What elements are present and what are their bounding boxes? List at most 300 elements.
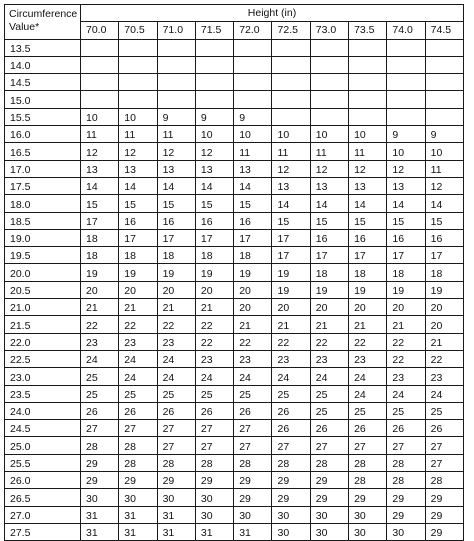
table-cell: 21 <box>157 299 195 316</box>
table-cell: 25 <box>119 385 157 402</box>
table-cell: 10 <box>349 126 387 143</box>
table-cell: 24 <box>425 385 463 402</box>
table-cell: 17 <box>310 247 348 264</box>
table-cell: 29 <box>119 472 157 489</box>
table-row <box>5 56 464 73</box>
table-cell: 29 <box>387 489 425 506</box>
table-cell: 13 <box>387 177 425 194</box>
table-cell: 12 <box>157 143 195 160</box>
table-cell: 15 <box>425 212 463 229</box>
table-cell: 26 <box>425 420 463 437</box>
table-cell: 29 <box>272 489 310 506</box>
table-row <box>5 299 464 316</box>
table-cell: 28 <box>119 437 157 454</box>
height-column-header: 73.5 <box>349 22 387 39</box>
table-cell: 25 <box>81 368 119 385</box>
table-row <box>5 420 464 437</box>
table-cell <box>310 56 348 73</box>
table-cell: 28 <box>387 472 425 489</box>
table-cell: 17 <box>234 229 272 246</box>
table-cell <box>234 91 272 108</box>
table-cell: 21 <box>310 316 348 333</box>
table-cell: 10 <box>272 126 310 143</box>
table-cell: 30 <box>157 489 195 506</box>
table-cell: 23 <box>157 333 195 350</box>
table-row <box>5 368 464 385</box>
table-cell: 20 <box>425 299 463 316</box>
table-cell: 17 <box>157 229 195 246</box>
table-cell <box>157 74 195 91</box>
table-cell: 17 <box>272 247 310 264</box>
circumference-value-cell: 14.0 <box>5 56 81 73</box>
circumference-value-cell: 24.5 <box>5 420 81 437</box>
table-cell: 27 <box>195 437 233 454</box>
table-cell: 28 <box>157 454 195 471</box>
table-cell <box>81 74 119 91</box>
circumference-value-header: Circumference Value* <box>5 5 81 40</box>
table-cell <box>349 91 387 108</box>
table-cell <box>119 39 157 56</box>
table-cell: 11 <box>81 126 119 143</box>
table-cell: 19 <box>310 281 348 298</box>
height-column-header: 72.5 <box>272 22 310 39</box>
circumference-value-cell: 25.5 <box>5 454 81 471</box>
table-cell: 25 <box>425 402 463 419</box>
table-cell: 11 <box>425 160 463 177</box>
table-cell: 25 <box>349 402 387 419</box>
table-cell: 12 <box>425 177 463 194</box>
table-cell: 22 <box>234 333 272 350</box>
table-cell: 26 <box>272 420 310 437</box>
table-row <box>5 454 464 471</box>
table-cell: 21 <box>425 333 463 350</box>
table-cell: 11 <box>272 143 310 160</box>
table-cell: 18 <box>195 247 233 264</box>
table-cell: 20 <box>119 281 157 298</box>
table-cell: 13 <box>234 160 272 177</box>
circumference-value-cell: 26.0 <box>5 472 81 489</box>
table-cell: 30 <box>119 489 157 506</box>
table-cell: 29 <box>310 472 348 489</box>
table-cell: 19 <box>119 264 157 281</box>
table-cell: 16 <box>234 212 272 229</box>
table-cell: 13 <box>157 160 195 177</box>
height-column-header: 73.0 <box>310 22 348 39</box>
table-cell: 31 <box>157 523 195 540</box>
table-cell <box>157 91 195 108</box>
table-cell: 15 <box>272 212 310 229</box>
table-cell: 17 <box>349 247 387 264</box>
table-cell: 30 <box>272 523 310 540</box>
table-cell: 17 <box>272 229 310 246</box>
circumference-value-cell: 20.5 <box>5 281 81 298</box>
table-cell <box>119 91 157 108</box>
table-cell: 27 <box>234 420 272 437</box>
table-cell <box>272 108 310 125</box>
table-cell: 15 <box>119 195 157 212</box>
table-cell: 12 <box>119 143 157 160</box>
table-cell <box>119 56 157 73</box>
table-cell: 28 <box>425 472 463 489</box>
table-cell: 23 <box>272 350 310 367</box>
table-row <box>5 74 464 91</box>
table-cell: 15 <box>157 195 195 212</box>
table-cell: 13 <box>349 177 387 194</box>
height-column-header: 70.0 <box>81 22 119 39</box>
table-cell <box>157 39 195 56</box>
table-cell <box>195 91 233 108</box>
table-cell: 27 <box>425 437 463 454</box>
table-cell: 23 <box>349 350 387 367</box>
table-cell <box>81 91 119 108</box>
height-group-header: Height (in) <box>81 5 464 22</box>
table-cell: 24 <box>387 385 425 402</box>
table-row <box>5 91 464 108</box>
table-cell: 21 <box>234 316 272 333</box>
table-row <box>5 489 464 506</box>
table-cell: 9 <box>425 126 463 143</box>
table-cell: 29 <box>81 454 119 471</box>
table-cell: 18 <box>425 264 463 281</box>
table-cell: 18 <box>310 264 348 281</box>
table-cell: 16 <box>157 212 195 229</box>
table-cell <box>81 39 119 56</box>
table-cell: 27 <box>425 454 463 471</box>
table-cell: 26 <box>310 420 348 437</box>
table-cell: 19 <box>157 264 195 281</box>
circumference-value-cell: 21.0 <box>5 299 81 316</box>
table-cell: 10 <box>234 126 272 143</box>
table-cell: 10 <box>195 126 233 143</box>
table-cell: 11 <box>310 143 348 160</box>
table-cell <box>195 74 233 91</box>
table-cell <box>310 39 348 56</box>
table-cell: 30 <box>234 506 272 523</box>
table-cell: 24 <box>349 368 387 385</box>
table-cell <box>272 39 310 56</box>
table-row <box>5 385 464 402</box>
table-cell: 31 <box>81 506 119 523</box>
table-cell: 13 <box>272 177 310 194</box>
table-cell: 10 <box>119 108 157 125</box>
table-cell: 31 <box>234 523 272 540</box>
table-row <box>5 333 464 350</box>
table-cell: 26 <box>387 420 425 437</box>
table-cell: 21 <box>195 299 233 316</box>
table-cell: 16 <box>349 229 387 246</box>
table-row <box>5 264 464 281</box>
table-cell: 30 <box>195 506 233 523</box>
table-cell: 17 <box>119 229 157 246</box>
table-cell <box>387 74 425 91</box>
table-cell: 15 <box>234 195 272 212</box>
table-cell: 24 <box>349 385 387 402</box>
table-cell: 19 <box>234 264 272 281</box>
table-cell: 11 <box>157 126 195 143</box>
table-cell: 20 <box>272 299 310 316</box>
table-cell: 28 <box>349 472 387 489</box>
table-row <box>5 316 464 333</box>
table-cell: 29 <box>425 506 463 523</box>
table-cell: 11 <box>234 143 272 160</box>
circumference-value-cell: 24.0 <box>5 402 81 419</box>
table-cell: 16 <box>195 212 233 229</box>
table-cell: 25 <box>310 385 348 402</box>
table-cell: 14 <box>272 195 310 212</box>
table-cell: 27 <box>234 437 272 454</box>
table-row <box>5 247 464 264</box>
table-cell: 29 <box>310 489 348 506</box>
table-cell: 19 <box>387 281 425 298</box>
table-cell: 9 <box>387 126 425 143</box>
circumference-value-cell: 25.0 <box>5 437 81 454</box>
table-cell: 23 <box>119 333 157 350</box>
table-cell: 15 <box>81 195 119 212</box>
table-cell: 10 <box>310 126 348 143</box>
circumference-value-cell: 21.5 <box>5 316 81 333</box>
circumference-value-cell: 19.5 <box>5 247 81 264</box>
table-row <box>5 143 464 160</box>
table-cell: 20 <box>81 281 119 298</box>
table-cell: 15 <box>310 212 348 229</box>
table-cell: 14 <box>387 195 425 212</box>
table-cell <box>272 74 310 91</box>
table-cell: 18 <box>349 264 387 281</box>
table-cell: 21 <box>272 316 310 333</box>
table-cell: 21 <box>387 316 425 333</box>
table-row <box>5 472 464 489</box>
table-cell: 13 <box>195 160 233 177</box>
table-cell: 25 <box>195 385 233 402</box>
table-cell: 12 <box>349 160 387 177</box>
table-cell <box>234 39 272 56</box>
table-cell: 22 <box>81 316 119 333</box>
circumference-value-cell: 20.0 <box>5 264 81 281</box>
table-cell: 26 <box>81 402 119 419</box>
table-cell: 22 <box>157 316 195 333</box>
table-cell: 31 <box>195 523 233 540</box>
table-cell <box>387 39 425 56</box>
table-cell: 18 <box>234 247 272 264</box>
table-cell: 9 <box>157 108 195 125</box>
table-row <box>5 281 464 298</box>
table-cell: 31 <box>81 523 119 540</box>
table-cell: 22 <box>387 333 425 350</box>
table-cell <box>195 39 233 56</box>
table-cell <box>425 39 463 56</box>
table-cell: 22 <box>310 333 348 350</box>
table-cell <box>425 91 463 108</box>
table-cell: 14 <box>119 177 157 194</box>
table-cell: 28 <box>81 437 119 454</box>
circumference-value-cell: 18.5 <box>5 212 81 229</box>
table-cell: 26 <box>157 402 195 419</box>
table-cell <box>387 108 425 125</box>
table-cell: 20 <box>425 316 463 333</box>
table-row <box>5 108 464 125</box>
table-cell: 24 <box>195 368 233 385</box>
table-cell: 30 <box>310 523 348 540</box>
table-cell <box>157 56 195 73</box>
table-cell: 30 <box>81 489 119 506</box>
table-cell: 18 <box>81 229 119 246</box>
table-cell: 14 <box>349 195 387 212</box>
table-cell: 11 <box>119 126 157 143</box>
table-cell: 19 <box>195 264 233 281</box>
table-cell: 12 <box>387 160 425 177</box>
table-cell: 20 <box>349 299 387 316</box>
table-row <box>5 39 464 56</box>
circumference-value-cell: 18.0 <box>5 195 81 212</box>
table-cell <box>310 91 348 108</box>
table-row <box>5 177 464 194</box>
height-column-header: 72.0 <box>234 22 272 39</box>
table-cell: 17 <box>425 247 463 264</box>
table-cell: 29 <box>157 472 195 489</box>
table-row <box>5 402 464 419</box>
table-cell: 20 <box>234 281 272 298</box>
table-cell: 27 <box>157 437 195 454</box>
table-cell <box>425 108 463 125</box>
table-cell: 25 <box>387 402 425 419</box>
table-cell <box>310 108 348 125</box>
table-cell: 25 <box>310 402 348 419</box>
table-cell: 16 <box>119 212 157 229</box>
table-cell: 23 <box>81 333 119 350</box>
table-cell: 29 <box>387 506 425 523</box>
table-cell: 29 <box>425 489 463 506</box>
table-cell: 14 <box>310 195 348 212</box>
table-cell: 14 <box>81 177 119 194</box>
height-column-header: 74.5 <box>425 22 463 39</box>
table-cell <box>234 74 272 91</box>
table-cell: 17 <box>195 229 233 246</box>
table-row <box>5 523 464 540</box>
table-cell: 30 <box>272 506 310 523</box>
table-cell: 12 <box>81 143 119 160</box>
table-cell: 15 <box>195 195 233 212</box>
table-cell: 24 <box>157 368 195 385</box>
table-cell: 26 <box>272 402 310 419</box>
table-cell: 20 <box>310 299 348 316</box>
table-cell: 21 <box>349 316 387 333</box>
table-cell: 26 <box>195 402 233 419</box>
table-cell: 23 <box>387 368 425 385</box>
table-cell: 23 <box>310 350 348 367</box>
table-cell: 28 <box>272 454 310 471</box>
circumference-value-cell: 15.5 <box>5 108 81 125</box>
table-cell: 16 <box>310 229 348 246</box>
table-cell: 15 <box>387 212 425 229</box>
table-cell <box>310 74 348 91</box>
circumference-value-cell: 23.5 <box>5 385 81 402</box>
table-cell: 20 <box>157 281 195 298</box>
table-cell: 28 <box>349 454 387 471</box>
table-cell: 22 <box>425 350 463 367</box>
table-cell <box>272 56 310 73</box>
table-cell: 24 <box>272 368 310 385</box>
table-row <box>5 212 464 229</box>
table-cell: 31 <box>157 506 195 523</box>
table-cell: 29 <box>81 472 119 489</box>
table-cell: 23 <box>195 350 233 367</box>
table-cell: 27 <box>272 437 310 454</box>
table-cell: 20 <box>387 299 425 316</box>
table-cell: 17 <box>387 247 425 264</box>
circumference-value-cell: 17.0 <box>5 160 81 177</box>
table-cell: 16 <box>387 229 425 246</box>
circumference-value-cell: 19.0 <box>5 229 81 246</box>
table-cell: 14 <box>195 177 233 194</box>
circumference-value-cell: 23.0 <box>5 368 81 385</box>
table-cell: 14 <box>425 195 463 212</box>
table-cell: 20 <box>195 281 233 298</box>
table-cell: 21 <box>119 299 157 316</box>
table-cell: 20 <box>234 299 272 316</box>
table-cell: 17 <box>81 212 119 229</box>
table-cell: 28 <box>195 454 233 471</box>
table-cell: 23 <box>425 368 463 385</box>
table-cell: 18 <box>81 247 119 264</box>
table-cell: 24 <box>310 368 348 385</box>
circumference-value-cell: 26.5 <box>5 489 81 506</box>
table-cell: 25 <box>81 385 119 402</box>
table-row <box>5 506 464 523</box>
table-cell: 22 <box>119 316 157 333</box>
table-row <box>5 160 464 177</box>
circumference-value-cell: 22.0 <box>5 333 81 350</box>
table-cell: 22 <box>195 316 233 333</box>
table-cell: 27 <box>195 420 233 437</box>
table-cell: 26 <box>349 420 387 437</box>
table-cell: 10 <box>387 143 425 160</box>
table-cell <box>387 56 425 73</box>
table-cell: 22 <box>387 350 425 367</box>
circumference-value-cell: 13.5 <box>5 39 81 56</box>
height-column-header: 71.5 <box>195 22 233 39</box>
table-cell: 27 <box>387 437 425 454</box>
table-cell: 12 <box>272 160 310 177</box>
table-cell: 25 <box>157 385 195 402</box>
table-cell: 18 <box>157 247 195 264</box>
table-cell: 28 <box>310 454 348 471</box>
circumference-height-table <box>4 4 464 541</box>
table-cell: 30 <box>349 506 387 523</box>
table-cell <box>234 56 272 73</box>
table-cell: 28 <box>119 454 157 471</box>
table-cell: 24 <box>234 368 272 385</box>
table-cell: 18 <box>119 247 157 264</box>
table-cell: 26 <box>119 402 157 419</box>
table-cell: 29 <box>425 523 463 540</box>
table-cell: 13 <box>310 177 348 194</box>
table-cell: 12 <box>310 160 348 177</box>
table-cell: 29 <box>272 472 310 489</box>
table-cell: 9 <box>195 108 233 125</box>
table-cell: 24 <box>119 368 157 385</box>
table-cell: 23 <box>234 350 272 367</box>
table-cell <box>272 91 310 108</box>
table-body <box>5 39 464 541</box>
table-cell: 13 <box>81 160 119 177</box>
table-cell: 11 <box>349 143 387 160</box>
table-cell <box>349 39 387 56</box>
table-cell: 27 <box>81 420 119 437</box>
table-cell: 19 <box>272 281 310 298</box>
table-cell: 25 <box>272 385 310 402</box>
table-cell <box>387 91 425 108</box>
table-cell: 18 <box>387 264 425 281</box>
